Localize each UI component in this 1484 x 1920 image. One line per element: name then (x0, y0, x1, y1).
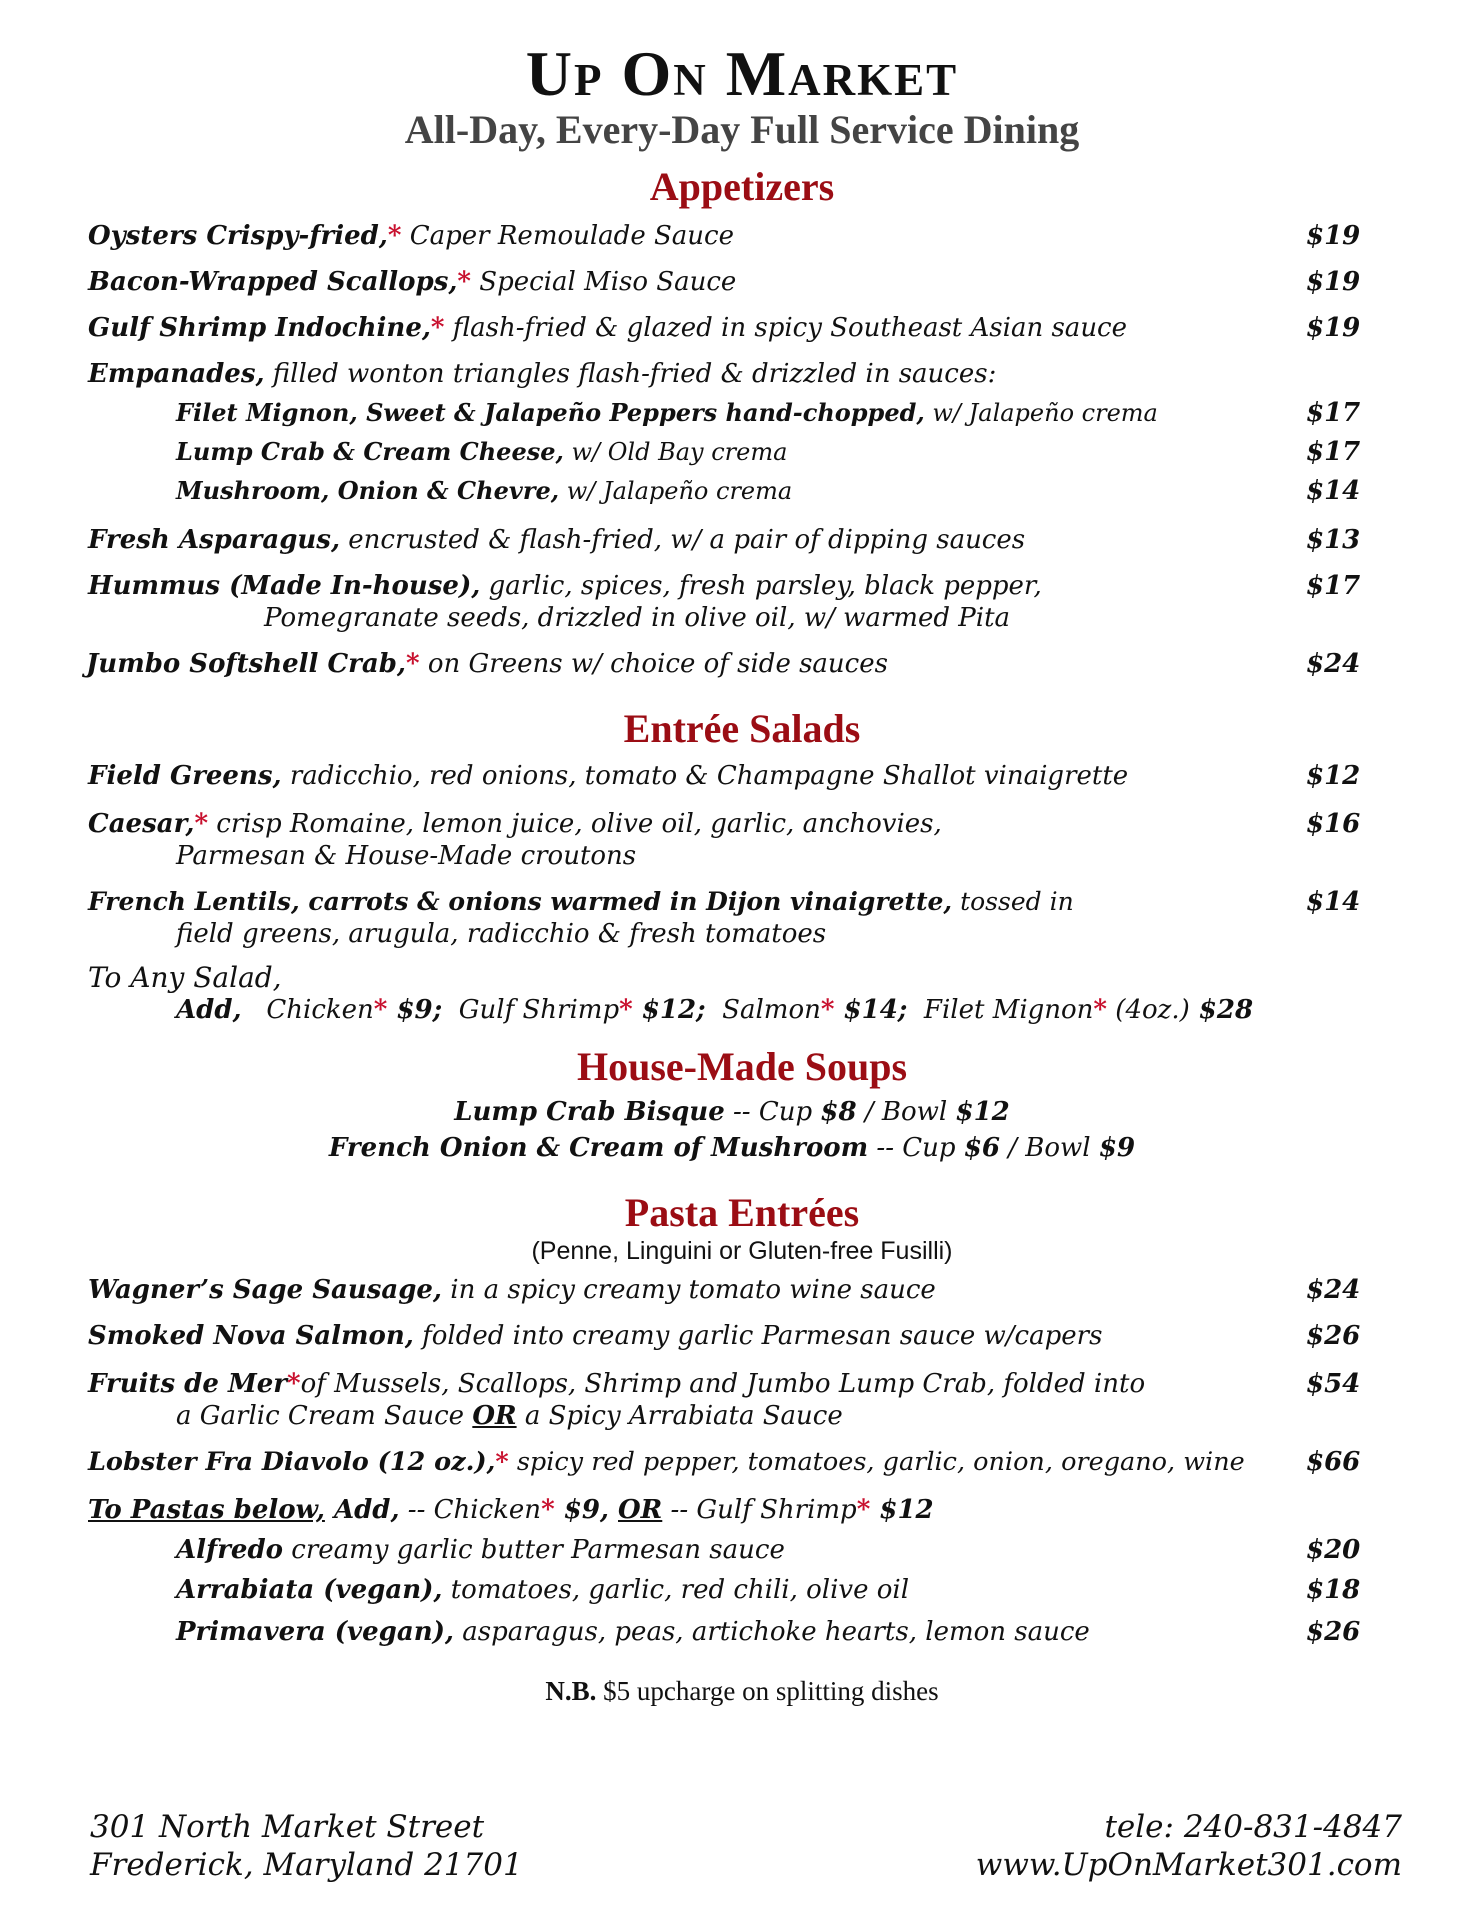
item-description: w/ Old Bay crema (563, 438, 788, 466)
addon-heading: To Any Salad, (88, 961, 282, 994)
pasta-options-note: (Penne, Linguini or Gluten-free Fusilli) (531, 1237, 953, 1265)
raw-warning-star: * (495, 1447, 509, 1477)
item-name: Jumbo Softshell Crab, (86, 649, 406, 679)
menu-subitem (0, 1614, 1484, 1650)
item-name: Smoked Nova Salmon, (88, 1321, 414, 1351)
addon-row: Add, Chicken* $9; Gulf Shrimp* $12; Salmon* $14; Filet Mignon* (4oz.) $28 (176, 995, 1254, 1025)
item-price: $19 (1306, 221, 1361, 251)
menu-item (0, 1272, 1484, 1308)
item-price: $17 (1306, 398, 1361, 428)
section-heading-appetizers: Appetizers (649, 164, 835, 209)
item-price: $24 (1306, 1275, 1361, 1305)
menu-subitem (0, 473, 1484, 509)
item-description: of Mussels, Scallops, Shrimp and Jumbo Lump Crab, folded into (300, 1369, 1146, 1399)
item-price: $18 (1306, 1575, 1361, 1605)
menu-item (0, 758, 1484, 794)
raw-warning-star: * (387, 221, 402, 251)
item-description: on Greens w/ choice of side sauces (419, 649, 888, 679)
menu-item (0, 1366, 1484, 1402)
addon-price: $14; (834, 995, 908, 1025)
item-description: tossed in (952, 887, 1074, 916)
item-name: Mushroom, Onion & Chevre, (176, 476, 560, 505)
item-price: $20 (1306, 1535, 1361, 1565)
item-description: filled wonton triangles flash-fried & drizzled in sauces: (264, 359, 997, 389)
raw-warning-star: * (194, 809, 209, 839)
section-heading-pasta: Pasta Entrées (624, 1190, 860, 1235)
item-name: Bacon-Wrapped Scallops, (88, 267, 458, 297)
raw-warning-star: * (405, 649, 420, 679)
website-link[interactable]: www.UpOnMarket301.com (975, 1847, 1402, 1883)
item-name: Lump Crab Bisque (454, 1097, 725, 1127)
item-name: Arrabiata (vegan), (176, 1575, 443, 1605)
item-price: $26 (1306, 1321, 1361, 1351)
menu-item (0, 568, 1484, 604)
addon-add-label: Add, (176, 995, 242, 1025)
item-description: asparagus, peas, artichoke hearts, lemon sauce (453, 1617, 1090, 1647)
item-name: Hummus (Made In-house), (88, 571, 481, 601)
addon-name: Filet Mignon (923, 995, 1094, 1025)
menu-subitem (0, 434, 1484, 470)
item-description: Parmesan & House-Made croutons (176, 841, 637, 871)
addon-name: Gulf Shrimp (458, 995, 620, 1025)
soup-item: French Onion & Cream of Mushroom -- Cup $6 / Bowl $9 (328, 1133, 1136, 1163)
menu-item-empanades (0, 356, 1484, 392)
item-description: tomatoes, garlic, red chili, olive oil (442, 1575, 910, 1605)
menu-item-continued: a Garlic Cream Sauce OR a Spicy Arrabiata Sauce (176, 1401, 843, 1431)
pasta-addon-label: To Pastas below, (88, 1495, 325, 1525)
item-price: $19 (1306, 267, 1361, 297)
raw-warning-star: * (430, 313, 445, 343)
addon-extra: (4oz.) (1107, 995, 1190, 1025)
menu-item (0, 218, 1484, 254)
addon-name: Salmon (722, 995, 821, 1025)
item-description: radicchio, red onions, tomato & Champagne Shallot vinaigrette (281, 761, 1129, 791)
item-description: spicy red pepper, tomatoes, garlic, onion, oregano, wine (508, 1447, 1245, 1477)
item-name: French Onion & Cream of Mushroom (328, 1133, 869, 1163)
menu-item (0, 884, 1484, 920)
restaurant-tagline: All-Day, Every-Day Full Service Dining (404, 107, 1080, 152)
section-heading-salads: Entrée Salads (623, 706, 861, 751)
item-price: $66 (1306, 1447, 1361, 1477)
item-name: Gulf Shrimp Indochine, (88, 313, 431, 343)
addon-price: $28 (1189, 995, 1254, 1025)
section-heading-soups: House-Made Soups (576, 1044, 908, 1089)
item-price: $54 (1306, 1369, 1361, 1399)
item-name: Lump Crab & Cream Cheese, (176, 437, 564, 466)
item-price: $14 (1306, 476, 1361, 506)
restaurant-name: Up On Market (525, 38, 959, 109)
item-description: garlic, spices, fresh parsley, black pepper, (480, 571, 1042, 601)
item-description: in a spicy creamy tomato wine sauce (441, 1275, 936, 1305)
item-price: $6 (963, 1133, 1000, 1163)
item-name: Filet Mignon, Sweet & Jalapeño Peppers hand-chopped, (176, 398, 925, 427)
addon-price: $9; (387, 995, 443, 1025)
item-price: $17 (1306, 571, 1361, 601)
item-price: $9 (1098, 1133, 1136, 1163)
raw-warning-star: * (286, 1369, 301, 1399)
menu-item (0, 310, 1484, 346)
item-price: $24 (1306, 649, 1361, 679)
item-price: $8 (820, 1097, 857, 1127)
item-price: $12 (955, 1097, 1010, 1127)
or-label: OR (472, 1401, 517, 1431)
menu-item-continued (0, 838, 1484, 874)
note-text: $5 upcharge on splitting dishes (596, 1676, 939, 1706)
item-name: Caesar, (88, 809, 195, 839)
addon-name: Chicken (266, 995, 374, 1025)
item-name: Empanades, (88, 359, 265, 389)
note-label: N.B. (545, 1676, 597, 1706)
item-description: w/ Jalapeño crema (559, 477, 793, 505)
menu-item (0, 264, 1484, 300)
menu-subitem (0, 1572, 1484, 1608)
item-description: flash-fried & glazed in spicy Southeast Asian sauce (444, 313, 1128, 343)
menu-item (0, 806, 1484, 842)
item-description: Pomegranate seeds, drizzled in olive oil, w/ warmed Pita (264, 603, 1011, 633)
pasta-addon-row: To Pastas below, Add, -- Chicken* $9, OR -- Gulf Shrimp* $12 (88, 1495, 934, 1525)
item-name: Wagner’s Sage Sausage, (88, 1275, 442, 1305)
soup-item: Lump Crab Bisque -- Cup $8 / Bowl $12 (454, 1097, 1010, 1127)
menu-item (0, 522, 1484, 558)
item-price: $19 (1306, 313, 1361, 343)
item-description: Caper Remoulade Sauce (401, 221, 734, 251)
address-line-1: 301 North Market Street (90, 1809, 485, 1845)
item-name: French Lentils, carrots & onions warmed in Dijon vinaigrette, (88, 887, 953, 916)
phone-number: tele: 240-831-4847 (1104, 1809, 1402, 1845)
menu-subitem (0, 395, 1484, 431)
item-name: Fruits de Mer (88, 1369, 287, 1399)
menu-subitem (0, 1532, 1484, 1568)
item-price: $17 (1306, 437, 1361, 467)
item-description: w/ Jalapeño crema (924, 399, 1158, 427)
item-name: Primavera (vegan), (176, 1617, 454, 1647)
menu-item (0, 1318, 1484, 1354)
menu-item (0, 1444, 1484, 1480)
item-name: Fresh Asparagus, (88, 525, 340, 555)
addon-heading-row (0, 960, 1484, 996)
item-name: Alfredo (176, 1535, 283, 1565)
item-description: Special Miso Sauce (471, 267, 737, 297)
item-name: Field Greens, (88, 761, 282, 791)
address-line-2: Frederick, Maryland 21701 (90, 1847, 523, 1883)
item-name: Lobster Fra Diavolo (12 oz.), (88, 1447, 496, 1477)
item-description: encrusted & flash-fried, w/ a pair of dipping sauces (340, 525, 1026, 555)
item-price: $12 (1306, 761, 1361, 791)
split-charge-note (0, 1674, 1484, 1708)
item-price: $14 (1306, 887, 1361, 917)
item-description: crisp Romaine, lemon juice, olive oil, garlic, anchovies, (208, 809, 942, 839)
item-description: creamy garlic butter Parmesan sauce (283, 1535, 785, 1565)
item-price: $16 (1306, 809, 1361, 839)
item-name: Oysters Crispy-fried, (88, 221, 388, 251)
item-description: field greens, arugula, radicchio & fresh tomatoes (176, 919, 827, 949)
item-price: $13 (1306, 525, 1361, 555)
menu-item-continued (0, 600, 1484, 636)
addon-price: $12; (632, 995, 706, 1025)
raw-warning-star: * (457, 267, 472, 297)
item-description: folded into creamy garlic Parmesan sauce w/capers (413, 1321, 1103, 1351)
menu-item (0, 646, 1484, 682)
item-price: $26 (1306, 1617, 1361, 1647)
menu-item-continued (0, 916, 1484, 952)
